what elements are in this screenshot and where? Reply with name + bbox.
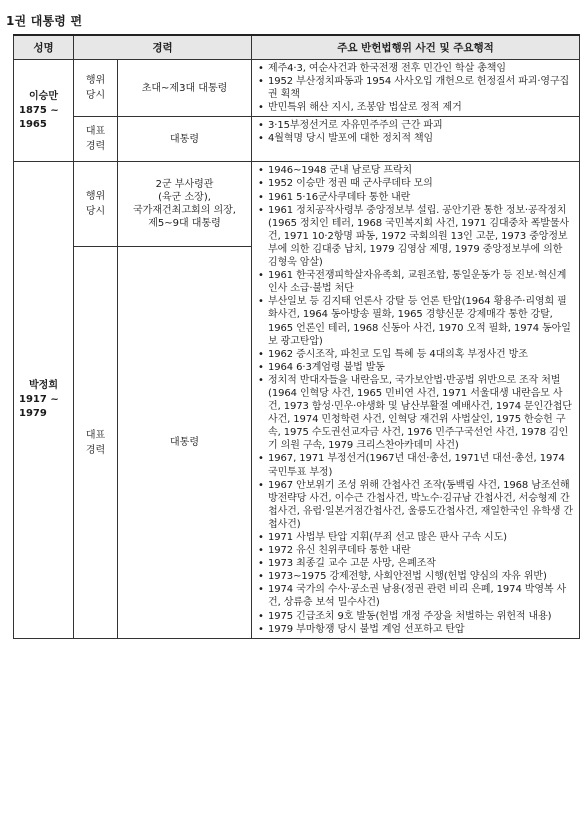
person-years-start: 1917 ~ [19, 394, 59, 406]
page-title: 1권 대통령 편 [6, 14, 83, 28]
presidents-table [13, 34, 580, 639]
position-line: 제5~9대 대통령 [148, 218, 221, 230]
person-name-cell [14, 162, 74, 638]
category-label: 행위 [85, 75, 106, 87]
category-label: 당시 [85, 90, 106, 102]
table-row [14, 117, 580, 162]
person-name-cell [14, 60, 74, 162]
list-item: • 반민특위 해산 지시, 조봉암 법살로 정적 제거 [256, 101, 573, 114]
table-row [14, 60, 580, 117]
category-cell [74, 247, 118, 638]
list-item: • 정치적 반대자들을 내란음모, 국가보안법·반공법 위반으로 조작 처벌(1964 인혁당 사건, 1965 민비연 사건, 1971 서울대생 내란음모 사건, 1973 함성·민우·야생화 및 남산부활절 예배사건, 1974 문인간첩단 사건, 1974 민청학련 사건, 인혁당 재건위 사법살인, 1975 한승헌 구속, 1975 수도권선교자금 사건, 1976 민주구국선언 사건, 1978 김인기 의원 구속, 1979 크리스찬아카데미 사건) [256, 374, 573, 453]
acts-cell [252, 117, 580, 162]
acts-cell [252, 162, 580, 638]
list-item: • 1964 6·3계엄령 불법 발동 [256, 361, 573, 374]
category-cell [74, 60, 118, 117]
position-line: 2군 부사령관 [155, 179, 214, 191]
header-acts: 주요 반헌법행위 사건 및 주요행적 [252, 35, 580, 60]
header-name: 성명 [14, 35, 74, 60]
list-item: • 1975 긴급조치 9호 발동(헌법 개정 주장을 처벌하는 위헌적 내용) [256, 610, 573, 623]
category-cell [74, 117, 118, 162]
position-cell [118, 162, 252, 247]
acts-list [252, 117, 579, 147]
category-label: 경력 [85, 444, 106, 456]
list-item: • 4월혁명 당시 발포에 대한 정치적 책임 [256, 132, 573, 145]
category-label: 대표 [85, 126, 106, 138]
list-item: • 1974 국가의 수사·공소권 남용(정권 관련 비리 은폐, 1974 박영복 사건, 상류층 보석 밀수사건) [256, 583, 573, 609]
category-label: 대표 [85, 429, 106, 441]
position-cell: 대통령 [118, 247, 252, 638]
header-career: 경력 [74, 35, 252, 60]
person-years-start: 1875 ~ [19, 104, 59, 116]
position-line: 국가재건최고회의 의장, [133, 205, 236, 217]
table-row [14, 162, 580, 247]
list-item: • 1967 안보위기 조성 위해 간첩사건 조작(동백림 사건, 1968 남조선해방전략당 사건, 이수근 간첩사건, 박노수·김규남 간첩사건, 서승형제 간첩사건, 유럽·일본거점간첩사건, 울릉도간첩사건, 재일한국인 유학생 간첩사건) [256, 479, 573, 531]
acts-cell [252, 60, 580, 117]
list-item: • 1952 부산정치파동과 1954 사사오입 개헌으로 헌정질서 파괴·영구집권 획책 [256, 75, 573, 101]
list-item: • 1967, 1971 부정선거(1967년 대선·총선, 1971년 대선·총선, 1974 국민투표 부정) [256, 452, 573, 478]
list-item: • 1961 정치공작사령부 중앙정보부 설립. 공안기관 통한 정보·공작정치(1965 정치인 테러, 1968 국민복지회 사건, 1971 김대중차 폭발물사건, 1971 10·2항명 파동, 1972 국회의원 13인 고문, 1973 중앙정보부에 의한 김대중 납치, 1979 김영삼 제명, 1979 중앙정보부에 의한 김형욱 암살) [256, 204, 573, 269]
acts-list [252, 162, 579, 637]
list-item: • 1972 유신 친위쿠데타 통한 내란 [256, 544, 573, 557]
list-item: • 부산일보 등 김지태 언론사 강탈 등 언론 탄압(1964 황용주·리영희 필화사건, 1964 동아방송 필화, 1965 경향신문 강제매각 통한 강탈, 1965 언론인 테러, 1968 신동아 사건, 1970 오적 필화, 1974 동아일보 광고탄압) [256, 295, 573, 347]
list-item: • 1979 부마항쟁 당시 불법 계엄 선포하고 탄압 [256, 623, 573, 636]
person-name: 박정희 [29, 380, 58, 392]
list-item: • 1962 증시조작, 파친코 도입 특혜 등 4대의혹 부정사건 방조 [256, 348, 573, 361]
list-item: • 1973~1975 강제전향, 사회안전법 시행(헌법 양심의 자유 위반) [256, 570, 573, 583]
list-item: • 1946~1948 군내 남로당 프락치 [256, 164, 573, 177]
position-line: (육군 소장), [158, 192, 211, 204]
list-item: • 1973 최종길 교수 고문 사망, 은폐조작 [256, 557, 573, 570]
list-item: • 1971 사법부 탄압 지휘(무죄 선고 많은 판사 구속 시도) [256, 531, 573, 544]
category-label: 당시 [85, 206, 106, 218]
category-cell [74, 162, 118, 247]
person-years-end: 1979 [19, 408, 47, 420]
list-item: • 제주4·3, 여순사건과 한국전쟁 전후 민간인 학살 총책임 [256, 62, 573, 75]
list-item: • 1952 이승만 정권 때 군사쿠데타 모의 [256, 177, 573, 190]
list-item: • 1961 한국전쟁피학살자유족회, 교원조합, 통일운동가 등 진보·혁신계 인사 소급·불법 처단 [256, 269, 573, 295]
position-cell: 초대~제3대 대통령 [118, 60, 252, 117]
category-label: 행위 [85, 191, 106, 203]
list-item: • 3·15부정선거로 자유민주주의 근간 파괴 [256, 119, 573, 132]
acts-list [252, 60, 579, 116]
list-item: • 1961 5·16군사쿠데타 통한 내란 [256, 191, 573, 204]
person-name: 이승만 [29, 90, 58, 102]
category-label: 경력 [85, 141, 106, 153]
position-cell: 대통령 [118, 117, 252, 162]
person-years-end: 1965 [19, 118, 47, 130]
